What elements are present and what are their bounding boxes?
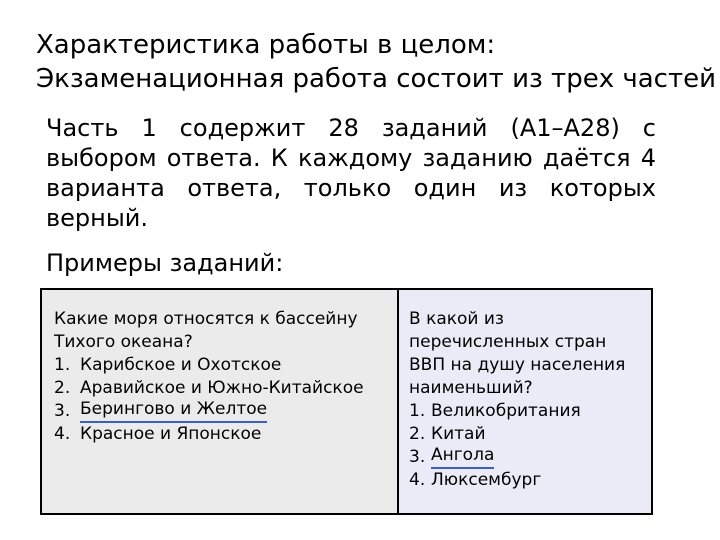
question-right: В какой из перечисленных стран ВВП на душу населения наименьший? <box>409 309 626 398</box>
examples-table <box>40 288 653 515</box>
list-item <box>54 377 387 400</box>
examples-label: Примеры заданий: <box>46 249 284 277</box>
list-item <box>54 423 387 446</box>
list-item <box>409 469 641 492</box>
example-cell-right <box>399 290 651 513</box>
part1-description: Часть 1 содержит 28 заданий (А1–А28) с выбором ответа. К каждому заданию даётся 4 варианта ответа, только один из которых верный. <box>46 114 656 232</box>
list-item <box>54 354 387 377</box>
answer-text: Красное и Японское <box>80 424 262 444</box>
list-item <box>409 400 641 423</box>
answer-number: 3. <box>54 401 71 421</box>
title-line-2: Экзаменационная работа состоит из трех частей <box>36 64 716 94</box>
list-item <box>54 400 387 423</box>
answer-number: 1. <box>409 401 426 421</box>
correct-answer-text: Берингово и Желтое <box>80 400 267 423</box>
correct-answer-text: Ангола <box>431 446 494 469</box>
answer-text: Аравийское и Южно-Китайское <box>80 378 364 398</box>
answer-number: 3. <box>409 447 426 467</box>
answer-number: 4. <box>409 470 426 490</box>
answer-text: Китай <box>431 424 486 444</box>
question-left: Какие моря относятся к бассейну Тихого океана? <box>54 309 358 352</box>
answer-list-left <box>54 354 387 446</box>
example-cell-left <box>42 290 399 513</box>
answer-text: Люксембург <box>431 470 542 490</box>
answer-number: 2. <box>54 378 71 398</box>
list-item <box>409 446 641 469</box>
answer-list-right <box>409 400 641 492</box>
answer-number: 2. <box>409 424 426 444</box>
list-item <box>409 423 641 446</box>
answer-text: Карибское и Охотское <box>80 355 282 375</box>
answer-number: 1. <box>54 355 71 375</box>
title-line-1: Характеристика работы в целом: <box>36 30 496 60</box>
answer-text: Великобритания <box>431 401 581 421</box>
slide-title <box>36 28 716 96</box>
answer-number: 4. <box>54 424 71 444</box>
